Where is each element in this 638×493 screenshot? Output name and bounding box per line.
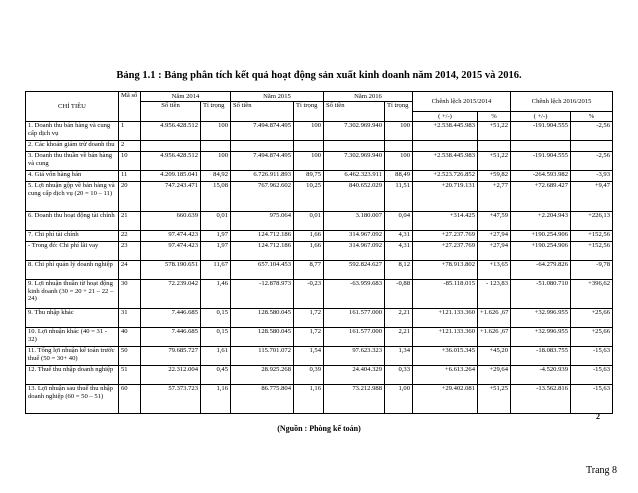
header-ti-trong: Tỉ trọng	[385, 102, 413, 122]
row-code: 22	[119, 231, 141, 242]
cell-t2014: 0,15	[201, 309, 231, 328]
header-plus-minus: ( +/-)	[511, 112, 571, 122]
cell-v2016: 3.180.007	[324, 212, 385, 231]
page-mark: 2	[596, 412, 600, 421]
cell-d1: +78.913.802	[413, 261, 478, 280]
cell-p2: +152,56	[571, 242, 613, 261]
cell-v2015: 28.925.268	[231, 366, 294, 385]
cell-t2016: 2,21	[385, 309, 413, 328]
cell-v2016: 7.302.969.940	[324, 122, 385, 141]
cell-d2: -264.593.982	[511, 171, 571, 182]
cell-d1: +2.523.726.852	[413, 171, 478, 182]
cell-p1: +51,22	[478, 122, 511, 141]
cell-p1: +27,94	[478, 231, 511, 242]
header-diff-2015-2014: Chênh lệch 2015/2014	[413, 92, 511, 112]
table-row	[26, 122, 613, 141]
row-label: 6. Doanh thu hoạt động tài chính	[26, 212, 119, 231]
cell-t2015: 100	[294, 122, 324, 141]
cell-v2015: 124.712.186	[231, 231, 294, 242]
cell-d2: -4.520.939	[511, 366, 571, 385]
cell-t2014: 1,97	[201, 242, 231, 261]
cell-d1: +27.237.769	[413, 242, 478, 261]
cell-p1	[478, 141, 511, 152]
header-so-tien: Số tiền	[231, 102, 294, 122]
cell-d2: +2.204.943	[511, 212, 571, 231]
cell-p2: -2,56	[571, 122, 613, 141]
cell-v2015: 7.494.874.495	[231, 152, 294, 171]
cell-p1: +47,59	[478, 212, 511, 231]
row-label: 3. Doanh thu thuần về bán hàng và cung	[26, 152, 119, 171]
cell-d1: +314.425	[413, 212, 478, 231]
cell-d2: -51.080.710	[511, 280, 571, 309]
row-code: 23	[119, 242, 141, 261]
cell-v2014: 72.239.042	[141, 280, 201, 309]
cell-d1: +121.133.360	[413, 309, 478, 328]
header-ti-trong: Tỉ trọng	[201, 102, 231, 122]
cell-p1: +51,22	[478, 152, 511, 171]
cell-v2015: 124.712.186	[231, 242, 294, 261]
cell-v2014: 4.956.428.512	[141, 122, 201, 141]
row-label: 7. Chi phí tài chính	[26, 231, 119, 242]
header-percent: %	[571, 112, 613, 122]
cell-v2016: 840.652.029	[324, 182, 385, 212]
row-label: 10. Lợi nhuận khác (40 = 31 - 32)	[26, 328, 119, 347]
row-code: 21	[119, 212, 141, 231]
cell-p1: +1.626 ,67	[478, 309, 511, 328]
cell-v2014: 4.956.428.512	[141, 152, 201, 171]
cell-t2014: 100	[201, 122, 231, 141]
table-row	[26, 152, 613, 171]
cell-t2015: 100	[294, 152, 324, 171]
cell-t2015	[294, 141, 324, 152]
cell-v2014: 97.474.423	[141, 242, 201, 261]
cell-p2: +25,66	[571, 328, 613, 347]
row-code: 31	[119, 309, 141, 328]
cell-d2: -64.279.826	[511, 261, 571, 280]
row-label: 9. Thu nhập khác	[26, 309, 119, 328]
table-row	[26, 261, 613, 280]
cell-t2014: 0,01	[201, 212, 231, 231]
cell-v2016: 161.577.000	[324, 309, 385, 328]
cell-p2: -15,63	[571, 385, 613, 414]
financial-table	[25, 91, 613, 414]
cell-v2015: 128.580.045	[231, 328, 294, 347]
row-code: 51	[119, 366, 141, 385]
header-chi-tieu: CHỈ TIÊU	[26, 92, 119, 122]
cell-v2016: 24.404.329	[324, 366, 385, 385]
cell-v2016: 97.623.323	[324, 347, 385, 366]
cell-d1: +6.613.264	[413, 366, 478, 385]
cell-t2014: 1,46	[201, 280, 231, 309]
cell-t2014: 0,15	[201, 328, 231, 347]
table-row	[26, 385, 613, 414]
row-code: 11	[119, 171, 141, 182]
cell-t2014: 15,08	[201, 182, 231, 212]
cell-t2016: 8,12	[385, 261, 413, 280]
cell-d2: -13.562.816	[511, 385, 571, 414]
cell-p1: +29,64	[478, 366, 511, 385]
cell-d1	[413, 141, 478, 152]
table-row	[26, 171, 613, 182]
header-ti-trong: Tỉ trọng	[294, 102, 324, 122]
cell-v2014: 79.685.727	[141, 347, 201, 366]
cell-p2: -15,63	[571, 347, 613, 366]
header-ma-so: Mã số	[119, 92, 141, 122]
cell-t2014: 1,97	[201, 231, 231, 242]
cell-t2016: 100	[385, 152, 413, 171]
cell-d2: +32.996.955	[511, 328, 571, 347]
row-code: 20	[119, 182, 141, 212]
table-row	[26, 141, 613, 152]
cell-v2015: 7.494.874.495	[231, 122, 294, 141]
cell-p1: - 123,83	[478, 280, 511, 309]
cell-v2015: -12.878.973	[231, 280, 294, 309]
cell-t2014: 0,45	[201, 366, 231, 385]
cell-v2016: 73.212.988	[324, 385, 385, 414]
cell-t2016: -0,88	[385, 280, 413, 309]
header-so-tien: Số tiền	[141, 102, 201, 122]
table-row	[26, 309, 613, 328]
cell-t2014: 100	[201, 152, 231, 171]
cell-t2016: 0,04	[385, 212, 413, 231]
cell-v2015: 6.726.911.893	[231, 171, 294, 182]
cell-v2014: 7.446.685	[141, 309, 201, 328]
cell-t2015: 1,66	[294, 242, 324, 261]
cell-d1: +36.015.345	[413, 347, 478, 366]
row-code: 24	[119, 261, 141, 280]
table-row	[26, 212, 613, 231]
header-diff-2016-2015: Chênh lệch 2016/2015	[511, 92, 613, 112]
cell-v2016: -63.959.683	[324, 280, 385, 309]
row-label: - Trong đó: Chi phí lãi vay	[26, 242, 119, 261]
cell-v2014: 578.190.651	[141, 261, 201, 280]
cell-d2: +32.996.955	[511, 309, 571, 328]
row-label: 11. Tổng lợi nhuận kế toán trước thuế (50 = 30+ 40)	[26, 347, 119, 366]
cell-t2016: 0,33	[385, 366, 413, 385]
cell-p1: +45,20	[478, 347, 511, 366]
cell-d1: +121.133.360	[413, 328, 478, 347]
cell-p2: +9,47	[571, 182, 613, 212]
cell-v2014: 4.209.185.041	[141, 171, 201, 182]
cell-p2: +226,13	[571, 212, 613, 231]
cell-t2015: 8,77	[294, 261, 324, 280]
cell-d1: +20.719.131	[413, 182, 478, 212]
cell-v2016: 161.577.000	[324, 328, 385, 347]
cell-d1: +2.538.445.983	[413, 122, 478, 141]
table-row	[26, 366, 613, 385]
row-code: 50	[119, 347, 141, 366]
cell-p2: +396,62	[571, 280, 613, 309]
cell-d2: +190.254.906	[511, 231, 571, 242]
cell-p1: +27,94	[478, 242, 511, 261]
cell-p1: +1.626 ,67	[478, 328, 511, 347]
cell-v2016: 6.462.323.911	[324, 171, 385, 182]
cell-v2015: 657.104.453	[231, 261, 294, 280]
cell-p2: -3,93	[571, 171, 613, 182]
table-row	[26, 242, 613, 261]
cell-t2016: 100	[385, 122, 413, 141]
row-code: 2	[119, 141, 141, 152]
header-year-2014: Năm 2014	[141, 92, 231, 102]
cell-t2015: 89,75	[294, 171, 324, 182]
cell-t2015: -0,23	[294, 280, 324, 309]
cell-v2014	[141, 141, 201, 152]
cell-p1: +51,25	[478, 385, 511, 414]
cell-d2: -191.904.555	[511, 122, 571, 141]
cell-t2014: 84,92	[201, 171, 231, 182]
header-plus-minus: ( +/-)	[413, 112, 478, 122]
cell-d2	[511, 141, 571, 152]
cell-d1: -85.118.015	[413, 280, 478, 309]
cell-p2: -9,78	[571, 261, 613, 280]
row-label: 1. Doanh thu bán hàng và cung cấp dịch vụ	[26, 122, 119, 141]
row-label: 2. Các khoản giảm trừ doanh thu	[26, 141, 119, 152]
cell-v2015: 767.962.602	[231, 182, 294, 212]
cell-t2015: 0,39	[294, 366, 324, 385]
source-note: (Nguồn : Phòng kế toán)	[277, 424, 361, 433]
row-code: 40	[119, 328, 141, 347]
cell-t2014: 1,16	[201, 385, 231, 414]
row-label: 13. Lợi nhuận sau thuế thu nhập doanh nghiệp (60 = 50 – 51)	[26, 385, 119, 414]
cell-t2016: 2,21	[385, 328, 413, 347]
page-footer: Trang 8	[586, 465, 618, 476]
row-code: 10	[119, 152, 141, 171]
row-code: 60	[119, 385, 141, 414]
cell-t2016: 1,34	[385, 347, 413, 366]
cell-t2016: 1,00	[385, 385, 413, 414]
cell-t2015: 10,25	[294, 182, 324, 212]
row-code: 30	[119, 280, 141, 309]
table-row	[26, 231, 613, 242]
cell-t2015: 1,72	[294, 328, 324, 347]
cell-v2014: 97.474.423	[141, 231, 201, 242]
table-row	[26, 328, 613, 347]
cell-d2: -191.904.555	[511, 152, 571, 171]
cell-d2: -18.083.755	[511, 347, 571, 366]
cell-d2: +72.689.427	[511, 182, 571, 212]
table-row	[26, 347, 613, 366]
header-so-tien: Số tiền	[324, 102, 385, 122]
header-year-2015: Năm 2015	[231, 92, 324, 102]
cell-d1: +2.538.445.983	[413, 152, 478, 171]
cell-t2014: 1,61	[201, 347, 231, 366]
cell-d2: +190.254.906	[511, 242, 571, 261]
cell-t2016: 11,51	[385, 182, 413, 212]
cell-v2016: 592.824.627	[324, 261, 385, 280]
cell-d1: +29.402.081	[413, 385, 478, 414]
cell-v2016: 314.967.092	[324, 231, 385, 242]
cell-v2014: 57.373.723	[141, 385, 201, 414]
cell-t2016: 88,49	[385, 171, 413, 182]
row-label: 9. Lợi nhuận thuần từ hoạt động kinh doanh (30 = 20 + 21 – 22 – 24)	[26, 280, 119, 309]
header-year-2016: Năm 2016	[324, 92, 413, 102]
cell-v2016: 314.967.092	[324, 242, 385, 261]
cell-p1: +2,77	[478, 182, 511, 212]
cell-t2015: 1,16	[294, 385, 324, 414]
cell-v2015	[231, 141, 294, 152]
cell-t2016	[385, 141, 413, 152]
cell-v2015: 86.775.804	[231, 385, 294, 414]
cell-p1: +59,82	[478, 171, 511, 182]
cell-v2015: 975.064	[231, 212, 294, 231]
cell-t2014: 11,67	[201, 261, 231, 280]
row-label: 5. Lợi nhuận gộp về bán hàng và cung cấp dịch vụ (20 = 10 – 11)	[26, 182, 119, 212]
cell-p1: +13,65	[478, 261, 511, 280]
header-percent: %	[478, 112, 511, 122]
cell-t2015: 1,66	[294, 231, 324, 242]
cell-t2014	[201, 141, 231, 152]
row-code: 1	[119, 122, 141, 141]
cell-t2016: 4,31	[385, 242, 413, 261]
cell-v2014: 7.446.685	[141, 328, 201, 347]
row-label: 4. Giá vốn hàng bán	[26, 171, 119, 182]
cell-p2: +25,66	[571, 309, 613, 328]
cell-v2016: 7.302.969.940	[324, 152, 385, 171]
cell-p2: -2,56	[571, 152, 613, 171]
cell-v2015: 128.580.045	[231, 309, 294, 328]
cell-t2015: 1,72	[294, 309, 324, 328]
row-label: 8. Chi phí quản lý doanh nghiệp	[26, 261, 119, 280]
cell-v2016	[324, 141, 385, 152]
cell-p2: -15,63	[571, 366, 613, 385]
cell-t2015: 0,01	[294, 212, 324, 231]
cell-v2015: 115.701.072	[231, 347, 294, 366]
cell-t2015: 1,54	[294, 347, 324, 366]
table-title: Bảng 1.1 : Bảng phân tích kết quả hoạt động sản xuất kinh doanh năm 2014, 2015 và 2016.	[116, 70, 522, 81]
cell-p2	[571, 141, 613, 152]
cell-d1: +27.237.769	[413, 231, 478, 242]
table-row	[26, 182, 613, 212]
cell-t2016: 4,31	[385, 231, 413, 242]
cell-p2: +152,56	[571, 231, 613, 242]
table-row	[26, 280, 613, 309]
cell-v2014: 660.639	[141, 212, 201, 231]
cell-v2014: 747.243.471	[141, 182, 201, 212]
row-label: 12. Thuế thu nhập doanh nghiệp	[26, 366, 119, 385]
cell-v2014: 22.312.004	[141, 366, 201, 385]
